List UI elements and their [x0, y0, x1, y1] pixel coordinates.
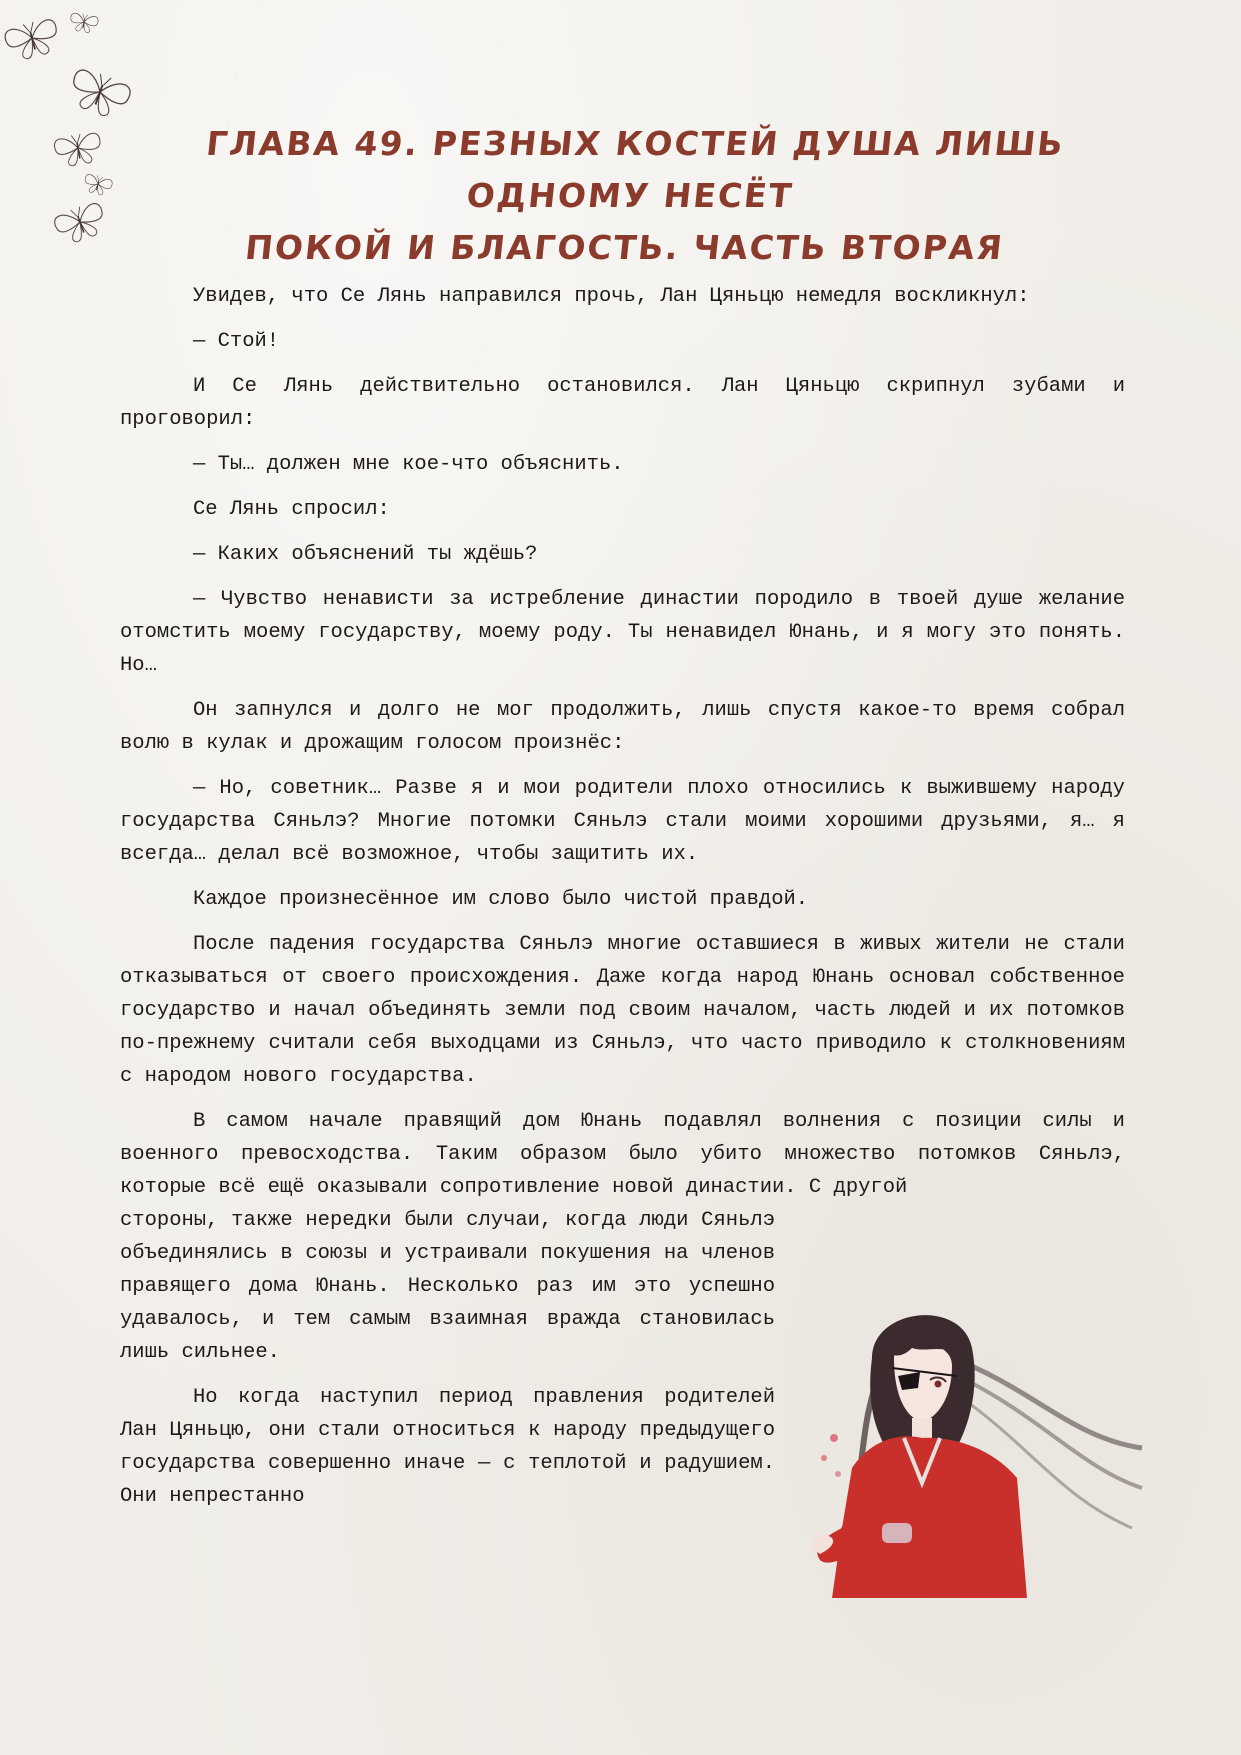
paragraph: — Но, советник… Разве я и мои родители плохо относились к выжившему народу государства Сяньлэ? Многие потомки Сяньлэ стали моими хорошими друзьями, я… я всегда… делал всё возможное, чтобы защитить их.: [120, 777, 1125, 866]
butterfly-icon: [66, 66, 134, 122]
paragraph: стороны, также нередки были случаи, когда люди Сяньлэ объединялись в союзы и устраивали покушения на членов правящего дома Юнань. Несколько раз им это успешно удавалось, и тем самым взаимная вражда становилась лишь сильнее.: [120, 1209, 775, 1364]
paragraph: Се Лянь спросил:: [193, 498, 390, 521]
paragraph: — Ты… должен мне кое-что объяснить.: [193, 453, 624, 476]
butterfly-icon: [69, 12, 99, 35]
paragraph: В самом начале правящий дом Юнань подавлял волнения с позиции силы и военного превосходства. Таким образом было убито множество потомков Сяньлэ, которые всё ещё оказывали сопротивление новой династии. С другой: [120, 1110, 1125, 1199]
paragraph: — Чувство ненависти за истребление династии породило в твоей душе желание отомстить моему государству, моему роду. Ты ненавидел Юнань, и я могу это понять. Но…: [120, 588, 1125, 677]
paragraph: — Каких объяснений ты ждёшь?: [193, 543, 538, 566]
portrait-illustration: [812, 1298, 1144, 1608]
paragraph: — Стой!: [193, 330, 280, 353]
paragraph: Но когда наступил период правления родителей Лан Цяньцю, они стали относиться к народу предыдущего государства совершенно иначе — с теплотой и радушием. Они непрестанно: [120, 1386, 775, 1508]
paragraph: И Се Лянь действительно остановился. Лан Цяньцю скрипнул зубами и проговорил:: [120, 375, 1125, 431]
paragraph: Он запнулся и долго не мог продолжить, лишь спустя какое-то время собрал волю в кулак и дрожащим голосом произнёс:: [120, 699, 1125, 755]
chapter-title: [112, 118, 1148, 274]
butterfly-icon: [3, 17, 62, 63]
chapter-title-line: ГЛАВА 49. РЕЗНЫХ КОСТЕЙ ДУША ЛИШЬ ОДНОМУ НЕСЁТ: [204, 124, 1067, 215]
paragraph: Каждое произнесённое им слово было чистой правдой.: [193, 888, 809, 911]
butterfly-icon: [82, 173, 113, 198]
chapter-title-line: ПОКОЙ И БЛАГОСТЬ. ЧАСТЬ ВТОРАЯ: [243, 228, 1006, 267]
butterfly-icon: [52, 200, 109, 247]
butterfly-icon: [53, 131, 103, 169]
paragraph: Увидев, что Се Лянь направился прочь, Лан Цяньцю немедля воскликнул:: [193, 285, 1030, 308]
paragraph: После падения государства Сяньлэ многие оставшиеся в живых жители не стали отказываться от своего происхождения. Даже когда народ Юнань основал собственное государство и начал объединять земли под своим началом, часть людей и их потомков по-прежнему считали себя выходцами из Сяньлэ, что часто приводило к столкновениям с народом нового государства.: [120, 933, 1125, 1088]
